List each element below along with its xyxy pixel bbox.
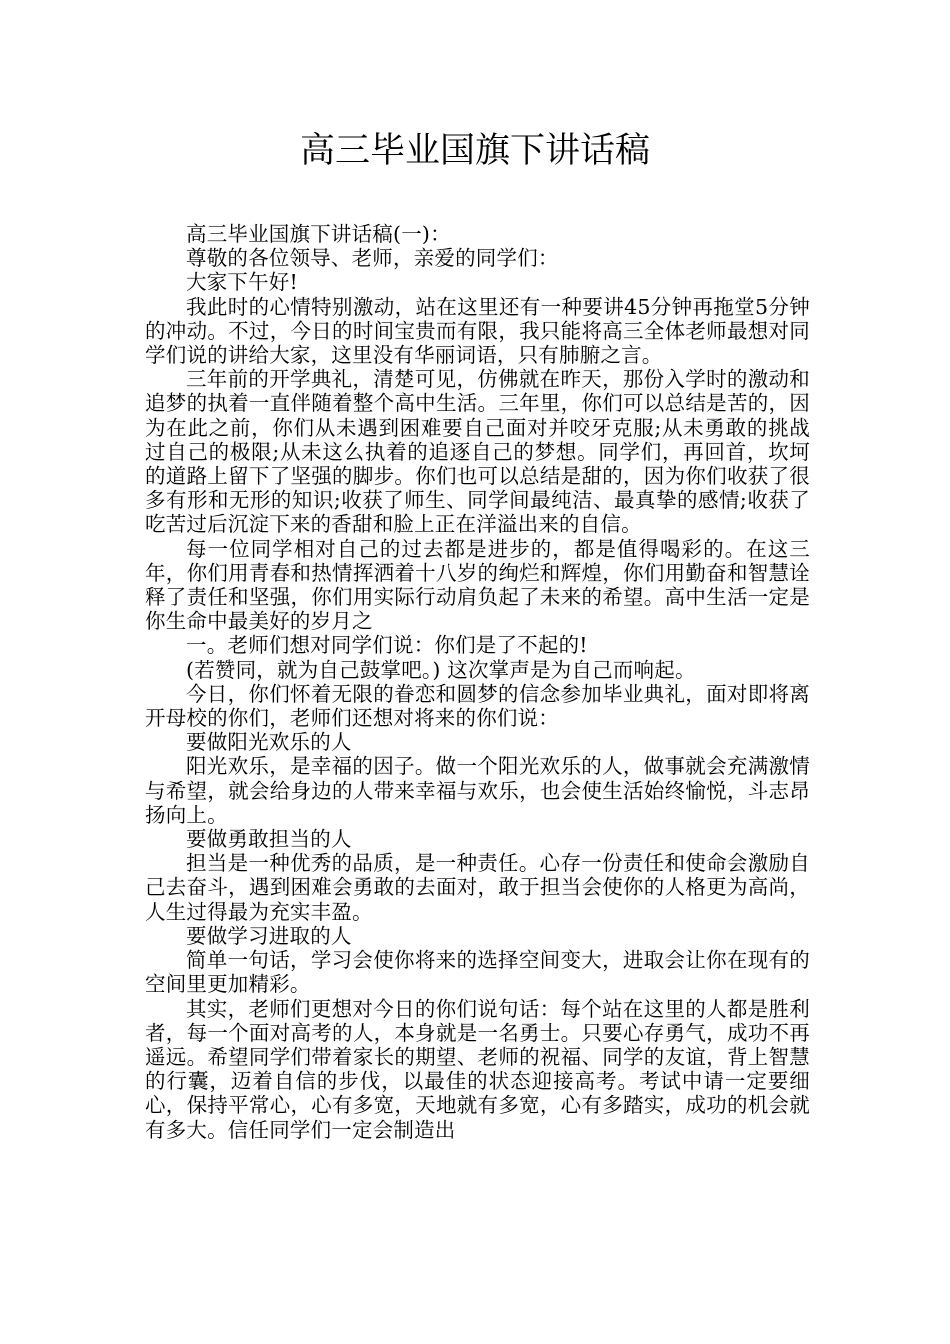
paragraph: 大家下午好! [186,270,298,295]
paragraph: 其实，老师们更想对今日的你们说句话：每个站在这里的人都是胜利者，每一个面对高考的人，本身就是一名勇士。只要心存勇气，成功不再遥远。希望同学们带着家长的期望、老师的祝福、同学的友谊，背上智慧的行囊，迈着自信的步伐，以最佳的状态迎接高考。考试中请一定要细心，保持平常心，心有多宽，天地就有多宽，心有多踏实，成功的机会就有多大。信任同学们一定会制造出 [145,996,810,1142]
paragraph: 高三毕业国旗下讲话稿(一)： [186,222,451,246]
paragraph: (若赞同，就为自己鼓掌吧。) 这次掌声是为自己而响起。 [186,657,696,682]
paragraph: 一。老师们想对同学们说：你们是了不起的! [186,633,588,658]
paragraph: 阳光欢乐，是幸福的因子。做一个阳光欢乐的人，做事就会充满激情与希望，就会给身边的人带来幸福与欢乐，也会使生活始终愉悦，斗志昂扬向上。 [145,754,810,827]
document-title: 高三毕业国旗下讲话稿 [299,131,650,171]
paragraph: 尊敬的各位领导、老师，亲爱的同学们： [186,246,559,271]
paragraph: 今日，你们怀着无限的眷恋和圆梦的信念参加毕业典礼，面对即将离开母校的你们，老师们还想对将来的你们说： [145,681,810,731]
paragraph: 要做阳光欢乐的人 [186,730,352,755]
paragraph: 担当是一种优秀的品质，是一种责任。心存一份责任和使命会激励自己去奋斗，遇到困难会勇敢的去面对，敢于担当会使你的人格更为高尚，人生过得最为充实丰盈。 [145,851,810,924]
paragraph: 三年前的开学典礼，清楚可见，仿佛就在昨天，那份入学时的激动和追梦的执着一直伴随着整个高中生活。三年里，你们可以总结是苦的，因为在此之前，你们从未遇到困难要自己面对并咬牙克服;从未勇敢的挑战过自己的极限;从未这么执着的追逐自己的梦想。同学们，再回首，坎坷的道路上留下了坚强的脚步。你们也可以总结是甜的，因为你们收获了很多有形和无形的知识;收获了师生、同学间最纯洁、最真挚的感情;收获了吃苦过后沉淀下来的香甜和脸上正在洋溢出来的自信。 [145,367,810,537]
paragraph: 要做学习进取的人 [186,923,352,948]
paragraph: 每一位同学相对自己的过去都是进步的，都是值得喝彩的。在这三年，你们用青春和热情挥洒着十八岁的绚烂和辉煌，你们用勤奋和智慧诠释了责任和坚强，你们用实际行动肩负起了未来的希望。高中生活一定是你生命中最美好的岁月之 [145,536,810,634]
paragraph: 我此时的心情特别激动，站在这里还有一种要讲45分钟再拖堂5分钟的冲动。不过，今日的时间宝贵而有限，我只能将高三全体老师最想对同学们说的讲给大家，这里没有华丽词语，只有肺腑之言。 [145,294,810,368]
paragraph: 要做勇敢担当的人 [186,827,352,852]
paragraph: 简单一句话，学习会使你将来的选择空间变大，进取会让你在现有的空间里更加精彩。 [145,948,810,997]
document-body [145,222,810,1142]
